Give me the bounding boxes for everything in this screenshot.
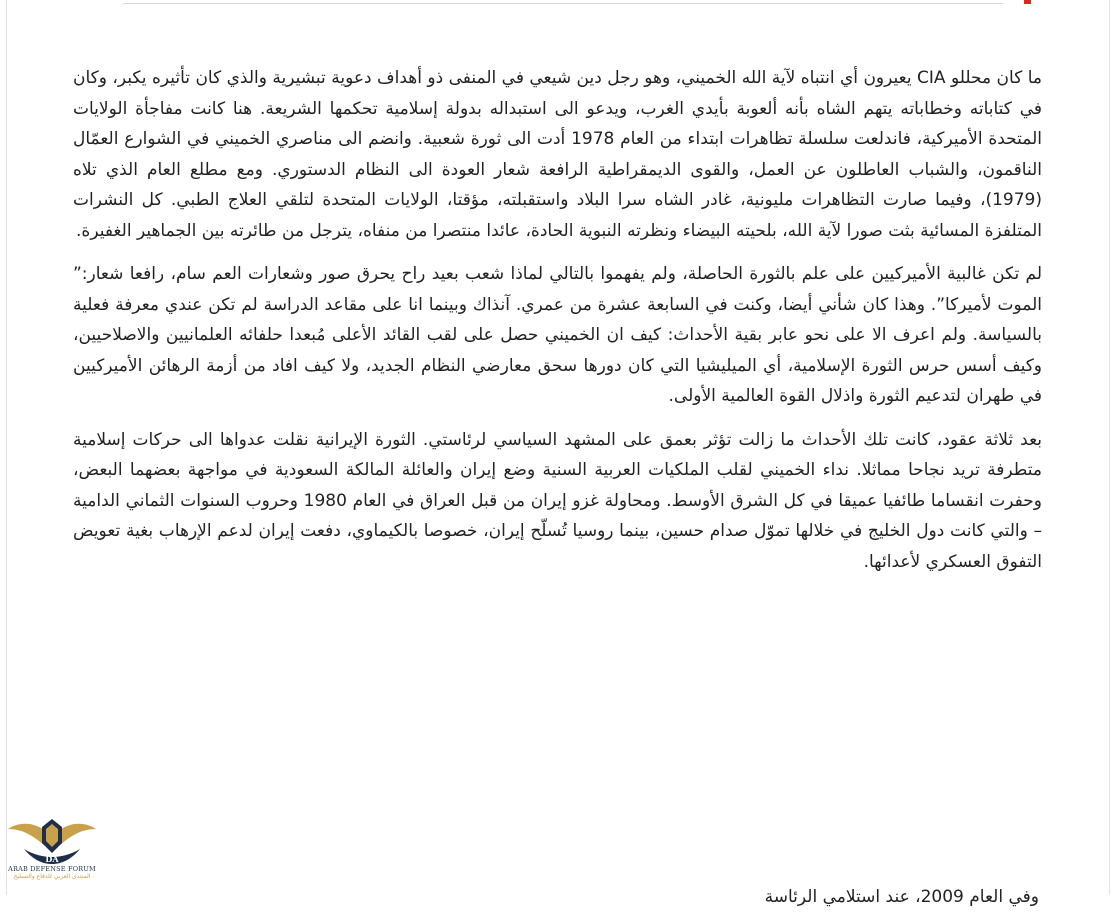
forum-logo-watermark [0, 815, 104, 895]
paragraph-2: لم تكن غالبية الأميركيين على علم بالثورة الحاصلة، ولم يفهموا بالتالي لماذا شعب بعيد راح يحرق صور وشعارات العم سام، رافعا شعار:” الموت لأميركا”. وهذا كان شأني أيضا، وكنت في السابعة عشرة من عمري. آنذاك وبينما انا على مقاعد الدراسة لم تكن عندي معرفة فعلية بالسياسة. ولم اعرف الا على نحو عابر بقية الأحداث: كيف ان الخميني حصل على لقب القائد الأعلى مُبعدا حلفائه العلمانيين والاصلاحيين، وكيف أسس حرس الثورة الإسلامية، أي الميليشيا التي كان دورها سحق معارضي النظام الجديد، ولا كيف افاد من أزمة الرهائن الأميركيين في طهران لتدعيم الثورة واذلال القوة العالمية الأولى. [73, 264, 1042, 406]
logo-letters: DA [45, 854, 59, 864]
paragraph-4-partial: وفي العام 2009، عند استلامي الرئاسة [764, 887, 1039, 907]
top-divider [123, 0, 1003, 4]
article-page [6, 0, 1110, 907]
eagle-emblem-icon [4, 815, 100, 867]
paragraph-3: بعد ثلاثة عقود، كانت تلك الأحداث ما زالت تؤثر بعمق على المشهد السياسي لرئاستي. الثورة الإيرانية نقلت عدواها الى حركات إسلامية متطرفة تريد نجاحا مماثلا. نداء الخميني لقلب الملكيات العربية السنية وضع إيران والعائلة المالكة السعودية في مواجهة بعضهما البعض، وحفرت انقساما طائفيا عميقا في كل الشرق الأوسط. ومحاولة غزو إيران من قبل العراق في العام 1980 وحروب السنوات الثماني الدامية – والتي كانت دول الخليج في خلالها تموّل صدام حسين، بينما روسيا تُسلّح إيران، خصوصا بالكيماوي، دفعت إيران لدعم الإرهاب بغية تعويض التفوق العسكري لأعدائها. [73, 429, 1042, 572]
article-body [73, 63, 1042, 590]
logo-subtitle: المنتدى العربي للدفاع والتسليح [13, 873, 91, 880]
accent-marker [1024, 0, 1031, 4]
paragraph-1: ما كان محللو CIA يعيرون أي انتباه لآية الله الخميني، وهو رجل دين شيعي في المنفى ذو أهداف دعوية تبشيرية والذي كان تأثيره يكبر، وكان في كتاباته وخطاباته يتهم الشاه بأنه ألعوبة بأيدي الغرب، ويدعو الى استبداله بدولة إسلامية تحكمها الشريعة. هنا كانت مفاجأة الولايات المتحدة الأميركية، فاندلعت سلسلة تظاهرات ابتداء من العام 1978 أدت الى ثورة شعبية. وانضم الى مناصري الخميني في الشوارع العمّال الناقمون، والشباب العاطلون عن العمل، والقوى الديمقراطية الرافعة شعار العودة الى النظام الدستوري. ومع مطلع العام الذي تلاه (1979)، وفيما صارت التظاهرات مليونية، غادر الشاه سرا البلاد واستقبلته، مؤقتا، الولايات المتحدة لتلقي العلاج الطبي. كل النشرات المتلفزة المسائية بثت صورا لآية الله، بلحيته البيضاء ونظرته النبوية الحادة، عائدا منتصرا من منفاه، يترجل من طائرته بين الجماهير الغفيرة. [73, 68, 1043, 241]
logo-name: ARAB DEFENSE FORUM [8, 865, 96, 873]
